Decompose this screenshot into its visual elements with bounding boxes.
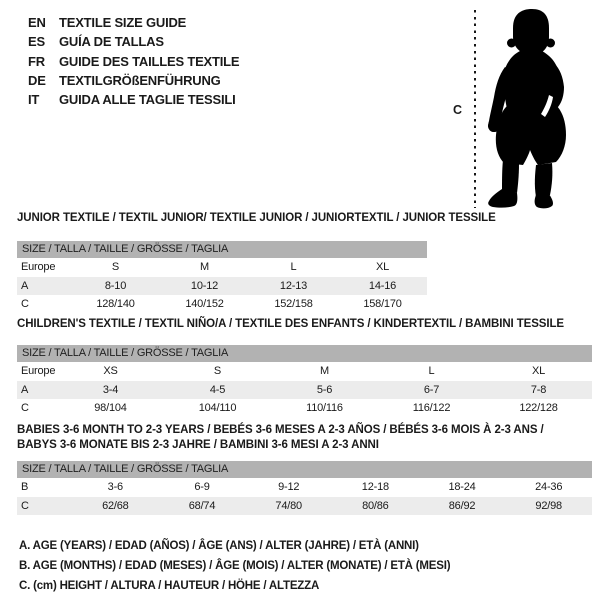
language-row [28,71,239,90]
value-cell: 6-9 [194,481,210,494]
language-code: ES [28,34,45,50]
value-cell: 12-13 [279,279,308,292]
row-label-cell: A [21,383,29,396]
value-cell: 152/158 [274,298,313,311]
table-title: JUNIOR TEXTILE / TEXTIL JUNIOR/ TEXTILE JUNIOR / JUNIORTEXTIL / JUNIOR TESSILE [17,212,496,224]
value-cell: S [111,261,120,274]
language-code: EN [28,15,46,30]
row-label-cell: C [21,499,29,512]
table-row [17,381,592,400]
value-cell: 14-16 [368,279,397,292]
row-label-cell: Europe [21,261,56,274]
value-cell: 10-12 [190,279,219,292]
legend-line: C. (cm) HEIGHT / ALTURA / HAUTEUR / HÖHE / ALTEZZA [19,580,320,592]
size-table-3 [17,423,592,515]
table-title: BABYS 3-6 MONATE BIS 2-3 JAHRE / BAMBINI 3-6 MESI A 2-3 ANNI [17,439,379,451]
baby-silhouette-icon [486,5,580,213]
language-code: FR [28,53,45,69]
value-cell: 3-6 [107,481,123,494]
value-cell: 98/104 [94,402,127,415]
value-cell: 158/170 [363,298,402,311]
value-cell: 110/116 [306,402,343,415]
legend-line: A. AGE (YEARS) / EDAD (AÑOS) / ÂGE (ANS) / ALTER (JAHRE) / ETÀ (ANNI) [19,540,419,552]
value-cell: 104/110 [198,402,237,415]
language-label: TEXTILGRÖßENFÜHRUNG [59,72,221,88]
language-code: DE [28,72,46,88]
height-measure-label: C [453,103,462,117]
value-cell: L [290,261,297,274]
value-cell: S [213,365,222,378]
row-label-cell: C [21,402,29,415]
language-row [28,90,239,109]
language-row [28,32,239,51]
language-label: GUÍA DE TALLAS [59,34,164,50]
value-cell: 18-24 [448,481,476,494]
value-cell: 140/152 [185,298,224,311]
row-label-cell: A [21,279,29,292]
value-cell: 3-4 [102,383,119,396]
table-row [17,277,427,296]
value-cell: XL [375,261,390,274]
value-cell: 92/98 [535,499,562,512]
value-cell: 68/74 [188,499,216,512]
size-header-band: SIZE / TALLA / TAILLE / GRÖSSE / TAGLIA [17,345,592,362]
size-header-band: SIZE / TALLA / TAILLE / GRÖSSE / TAGLIA [17,461,592,478]
value-cell: XS [103,365,118,378]
measure-legend [19,536,450,596]
value-cell: 8-10 [104,279,127,292]
table-row [17,497,592,516]
language-row [28,13,239,32]
language-row [28,52,239,71]
row-label-cell: C [21,298,29,311]
value-cell: 116/122 [412,402,451,415]
value-cell: 122/128 [519,402,558,415]
table-row [17,478,592,497]
height-measure-dashed-line [474,10,476,208]
table-row [17,399,592,418]
value-cell: L [428,365,435,378]
table-row [17,295,427,314]
value-cell: XL [531,365,546,378]
size-header-band: SIZE / TALLA / TAILLE / GRÖSSE / TAGLIA [17,241,427,258]
language-code: IT [28,92,40,108]
value-cell: M [200,261,209,274]
value-cell: 62/68 [102,499,129,512]
language-label: TEXTILE SIZE GUIDE [59,15,187,30]
size-table-1 [17,211,496,314]
table-row [17,258,427,277]
value-cell: 128/140 [96,298,135,311]
row-label-cell: Europe [21,365,56,378]
value-cell: 80/86 [362,499,389,512]
value-cell: 9-12 [278,481,300,494]
value-cell: 24-36 [535,481,563,494]
language-title-list [28,13,239,109]
value-cell: 12-18 [361,481,389,494]
value-cell: 74/80 [275,499,302,512]
language-label: GUIDA ALLE TAGLIE TESSILI [59,92,236,108]
table-title: BABIES 3-6 MONTH TO 2-3 YEARS / BEBÉS 3-6 MESES A 2-3 AÑOS / BÉBÉS 3-6 MOIS À 2-3 ANS / [17,424,544,436]
value-cell: 5-6 [316,383,333,396]
value-cell: 7-8 [530,383,547,396]
value-cell: M [320,365,329,378]
value-cell: 86/92 [448,499,476,512]
value-cell: 4-5 [209,383,226,396]
row-label-cell: B [21,481,29,494]
value-cell: 6-7 [423,383,440,396]
table-title: CHILDREN'S TEXTILE / TEXTIL NIÑO/A / TEXTILE DES ENFANTS / KINDERTEXTIL / BAMBINI TESSILE [17,318,564,330]
size-table-2 [17,317,592,418]
legend-line: B. AGE (MONTHS) / EDAD (MESES) / ÂGE (MOIS) / ALTER (MONATE) / ETÀ (MESI) [19,560,451,572]
language-label: GUIDE DES TAILLES TEXTILE [59,53,240,69]
table-row [17,362,592,381]
